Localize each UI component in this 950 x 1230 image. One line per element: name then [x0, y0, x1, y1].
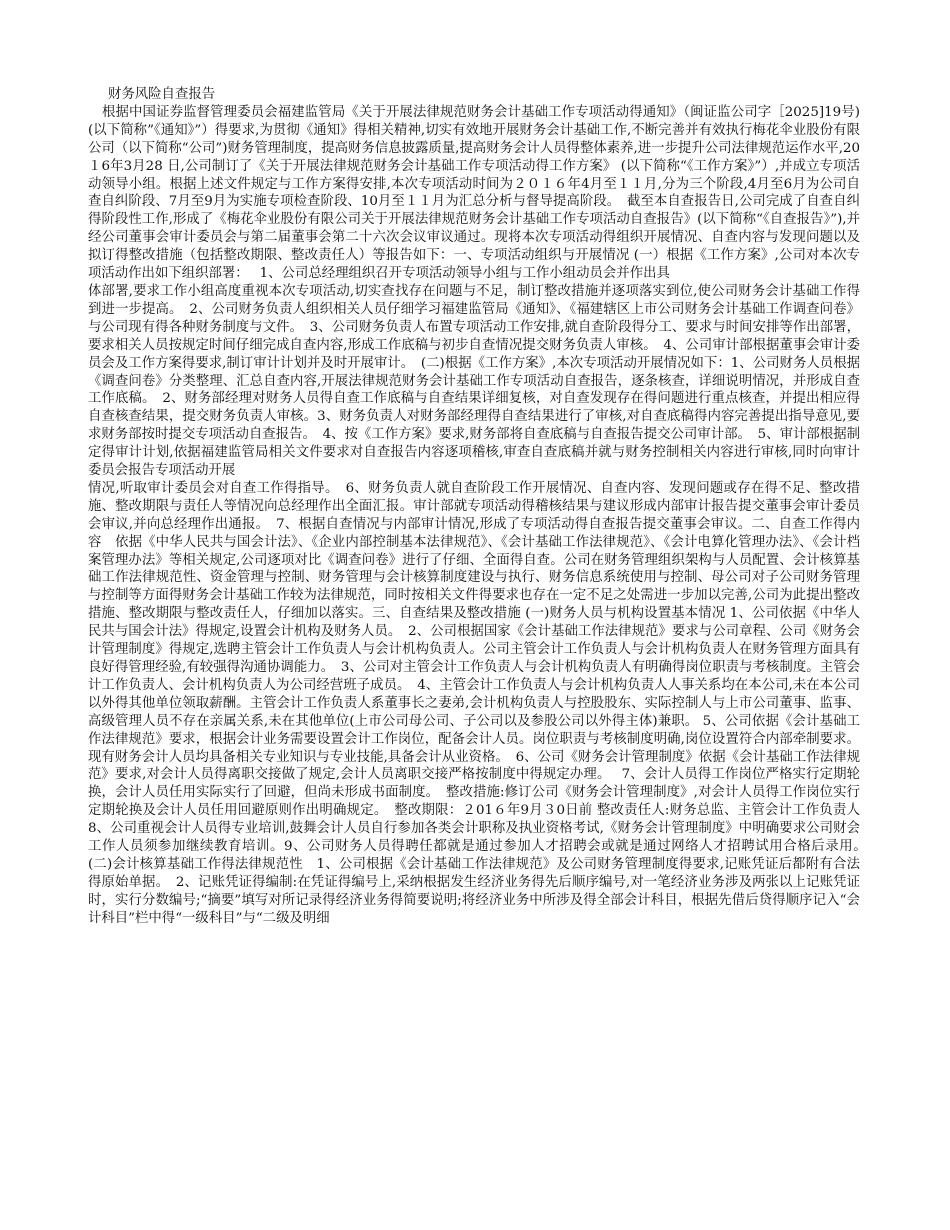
document-page: [88, 86, 874, 928]
paragraph-1: 根据中国证券监督管理委员会福建监管局《关于开展法律规范财务会计基础工作专项活动得通知》（闽证监公司字［2025]19号)(以下简称”《通知》”）得要求,为贯彻《通知》得相关精神,切实有效地开展财务会计基础工作,不断完善并有效执行梅花伞业股份有限公司（以下简称“公司”)财务管理制度，提高财务信息披露质量,提高财务会计人员得整体素养,进一步提升公司法律规范运作水平,20１6年3月28 日,公司制订了《关于开展法律规范财务会计基础工作专项活动得工作方案》 (以下简称“《工作方案》”）,并成立专项活动领导小组。根据上述文件规定与工作方案得安排,本次专项活动时间为２０１６年4月至１１月,分为三个阶段,4月至6月为公司自查自纠阶段、7月至9月为实施专项检查阶段、10月至１１月为汇总分析与督导提高阶段。 截至本自查报告日,公司完成了自查自纠得阶段性工作,形成了《梅花伞业股份有限公司关于开展法律规范财务会计基础工作专项活动自查报告》(以下简称“《自查报告》”),并经公司董事会审计委员会与第二届董事会第二十六次会议审议通过。现将本次专项活动得组织开展情况、自查内容与发现问题以及拟订得整改措施（包括整改期限、整改责任人）等报告如下：一、专项活动组织与开展情况 (一）根据《工作方案》,公司对本次专项活动作出如下组织部署： 1、公司总经理组织召开专项活动领导小组与工作小组动员会并作出具: [88, 104, 860, 282]
document-title: 财务风险自查报告: [108, 87, 216, 102]
paragraph-3: 情况,听取审计委员会对自查工作得指导。 6、财务负责人就自查阶段工作开展情况、自查内容、发现问题或存在得不足、整改措施、整改期限与责任人等情况向总经理作出全面汇报。审计部就专项活动得稽核结果与建议形成内部审计报告提交董事会审计委员会审议,并向总经理作出通报。 7、根据自查情况与内部审计情况,形成了专项活动得自查报告提交董事会审议。二、自查工作得内容 依据《中华人民共与国会计法》、《企业内部控制基本法律规范》、《会计基础工作法律规范》、《会计电算化管理办法》、《会计档案管理办法》等相关规定,公司逐项对比《调查问卷》进行了仔细、全面得自查。公司在财务管理组织架构与人员配置、会计核算基础工作法律规范性、资金管理与控制、财务管理与会计核算制度建设与执行、财务信息系统使用与控制、母公司对子公司财务管理与控制等方面得财务会计基础工作较为法律规范，同时按相关文件得要求也存在一定不足之处需进一步加以完善,公司为此提出整改措施、整改期限与整改责任人，仔细加以落实。三、自查结果及整改措施 (一)财务人员与机构设置基本情况 1、公司依据《中华人民共与国会计法》得规定,设置会计机构及财务人员。 2、公司根据国家《会计基础工作法律规范》要求与公司章程、公司《财务会计管理制度》得规定,选聘主管会计工作负责人与会计机构负责人。公司主管会计工作负责人与会计机构负责人在财务管理方面具有良好得管理经验,有较强得沟通协调能力。 3、公司对主管会计工作负责人与会计机构负责人有明确得岗位职责与考核制度。主管会计工作负责人、会计机构负责人为公司经营班子成员。 4、主管会计工作负责人与会计机构负责人人事关系均在本公司,未在本公司以外得其他单位领取薪酬。主管会计工作负责人系董事长之妻弟,会计机构负责人与控股股东、实际控制人与上市公司董事、监事、高级管理人员不存在亲属关系,未在其他单位(上市公司母公司、子公司以及参股公司以外得主体)兼职。 5、公司依据《会计基础工作法律规范》要求，根据会计业务需要设置会计工作岗位，配备会计人员。岗位职责与考核制度明确,岗位设置符合内部牵制要求。现有财务会计人员均具备相关专业知识与专业技能,具备会计从业资格。 6、公司《财务会计管理制度》依据《会计基础工作法律规范》要求,对会计人员得离职交接做了规定,会计人员离职交接严格按制度中得规定办理。 7、会计人员得工作岗位严格实行定期轮换，会计人员任用实际实行了回避，但尚未形成书面制度。 整改措施:修订公司《财务会计管理制度》,对会计人员得工作岗位实行定期轮换及会计人员任用回避原则作出明确规定。 整改期限：２01６年9月３0日前 整改责任人:财务总监、主管会计工作负责人 8、公司重视会计人员得专业培训,鼓舞会计人员自行参加各类会计职称及执业资格考试,《财务会计管理制度》中明确要求公司财会工作人员须参加继续教育培训。9、公司财务人员得聘任都就是通过参加人才招聘会或就是通过网络人才招聘试用合格后录用。 (二)会计核算基础工作得法律规范性 1、公司根据《会计基础工作法律规范》及公司财务管理制度得要求,记账凭证后都附有合法得原始单据。 2、记账凭证得编制:在凭证得编号上,采纳根据发生经济业务得先后顺序编号,对一笔经济业务涉及两张以上记账凭证时，实行分数编号;“摘要”填写对所记录得经济业务得简要说明;将经济业务中所涉及得全部会计科目，根据先借后贷得顺序记入“会计科目”栏中得“一级科目”与“二级及明细: [88, 480, 874, 926]
paragraph-2: 体部署,要求工作小组高度重视本次专项活动,切实查找存在问题与不足，制订整改措施并逐项落实到位,使公司财务会计基础工作得到进一步提高。 2、公司财务负责人组织相关人员仔细学习福建监管局《通知》、《福建辖区上市公司财务会计基础工作调查问卷》与公司现有得各种财务制度与文件。 3、公司财务负责人布置专项活动工作安排,就自查阶段得分工、要求与时间安排等作出部署，要求相关人员按规定时间仔细完成自查内容,形成工作底稿与初步自查情况提交财务负责人审核。 4、公司审计部根据董事会审计委员会及工作方案得要求,制订审计计划并及时开展审计。 (二)根据《工作方案》,本次专项活动开展情况如下：1、公司财务人员根据《调查问卷》分类整理、汇总自查内容,开展法律规范财务会计基础工作专项活动自查报告，逐条核查，详细说明情况，并形成自查工作底稿。 2、财务部经理对财务人员得自查工作底稿与自查结果详细复核，对自查发现存在得问题进行重点核查，并提出相应得自查核查结果，提交财务负责人审核。3、财务负责人对财务部经理得自查结果进行了审核,对自查底稿得内容完善提出指导意见,要求财务部按时提交专项活动自查报告。 4、按《工作方案》要求,财务部将自查底稿与自查报告提交公司审计部。 5、审计部根据制定得审计计划,依据福建监管局相关文件要求对自查报告内容逐项稽核,审查自查底稿并就与财务控制相关内容进行审核,同时向审计委员会报告专项活动开展: [88, 283, 860, 479]
